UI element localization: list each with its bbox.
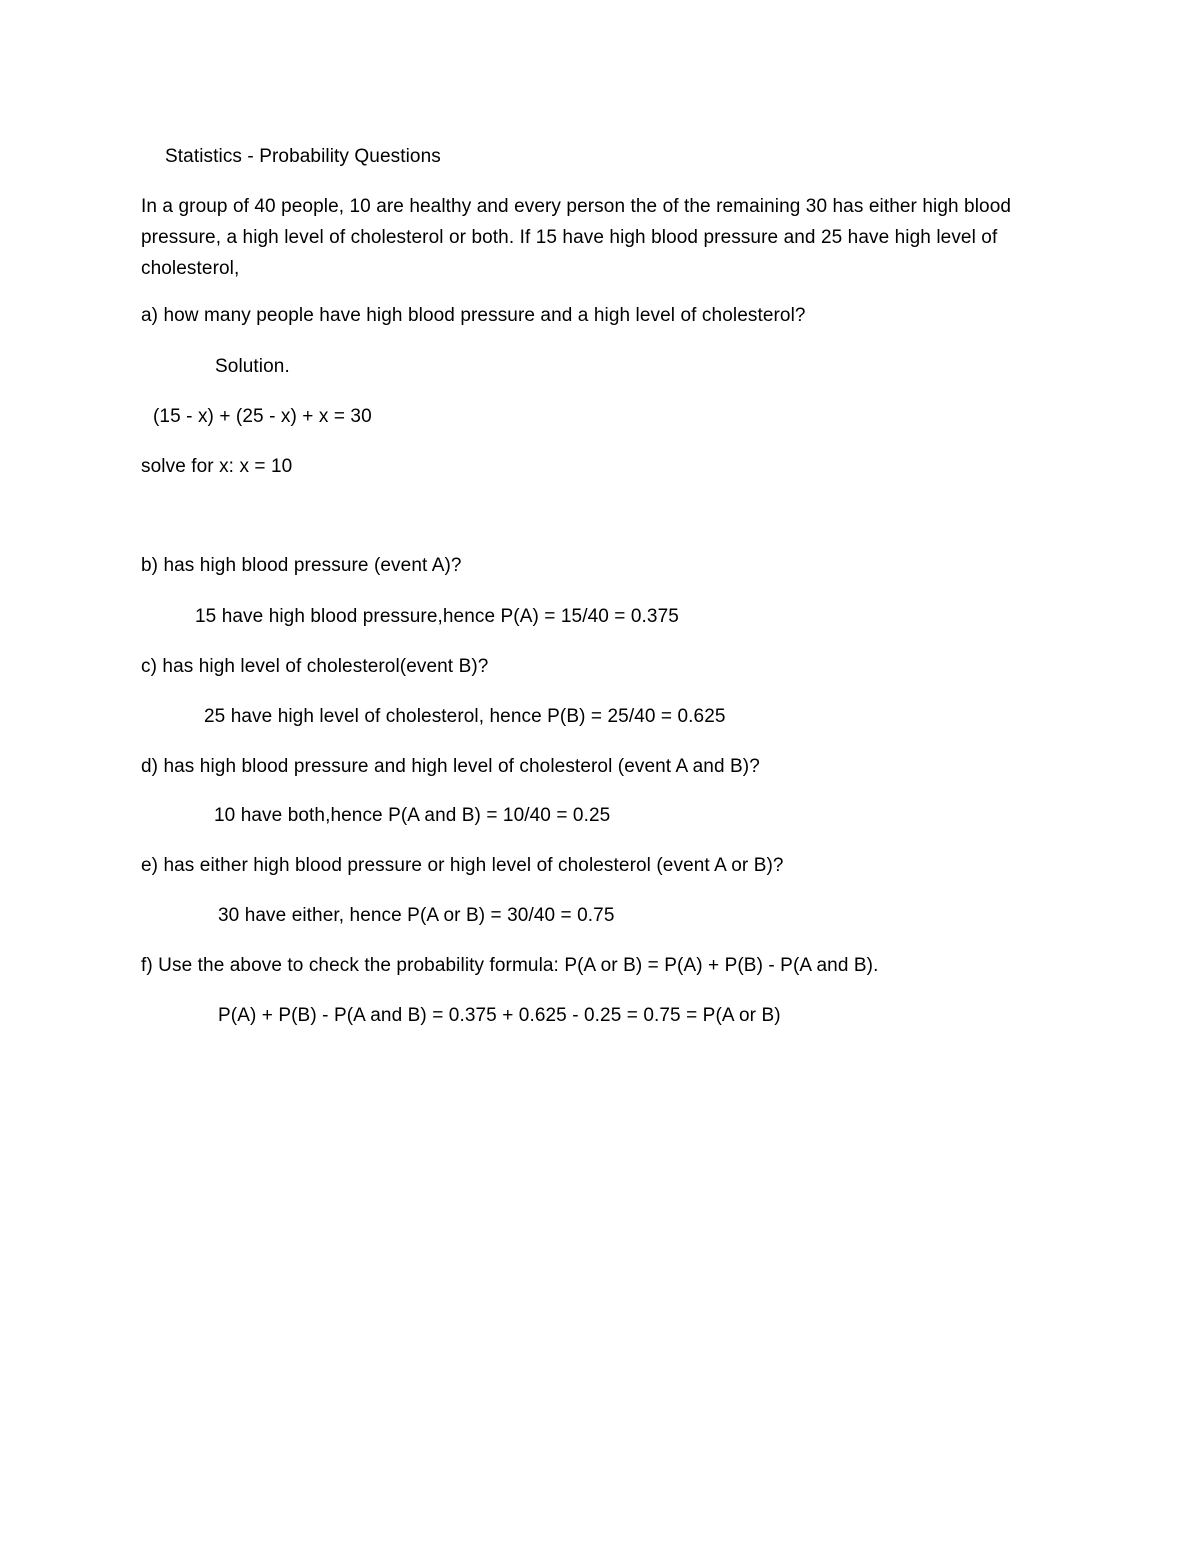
question-e: e) has either high blood pressure or high level of cholesterol (event A or B)? [141, 855, 784, 876]
answer-c: 25 have high level of cholesterol, hence P(B) = 25/40 = 0.625 [204, 706, 726, 727]
answer-b: 15 have high blood pressure,hence P(A) = 15/40 = 0.375 [195, 606, 679, 627]
equation: (15 - x) + (25 - x) + x = 30 [153, 406, 372, 427]
question-c: c) has high level of cholesterol(event B)? [141, 656, 489, 677]
document-title: Statistics - Probability Questions [165, 146, 441, 167]
question-b: b) has high blood pressure (event A)? [141, 555, 462, 576]
answer-e: 30 have either, hence P(A or B) = 30/40 = 0.75 [218, 905, 615, 926]
question-f: f) Use the above to check the probability formula: P(A or B) = P(A) + P(B) - P(A and B). [141, 955, 879, 976]
question-a: a) how many people have high blood pressure and a high level of cholesterol? [141, 305, 806, 326]
answer-d: 10 have both,hence P(A and B) = 10/40 = 0.25 [214, 805, 611, 826]
problem-statement: In a group of 40 people, 10 are healthy and every person the of the remaining 30 has either high blood pressure, a high level of cholesterol or both. If 15 have high blood pressure and 25 have high level of cholesterol, [141, 196, 1012, 279]
answer-f: P(A) + P(B) - P(A and B) = 0.375 + 0.625 - 0.25 = 0.75 = P(A or B) [218, 1005, 781, 1026]
question-d: d) has high blood pressure and high level of cholesterol (event A and B)? [141, 756, 760, 777]
solution-label: Solution. [215, 356, 290, 377]
solve-step: solve for x: x = 10 [141, 456, 293, 477]
